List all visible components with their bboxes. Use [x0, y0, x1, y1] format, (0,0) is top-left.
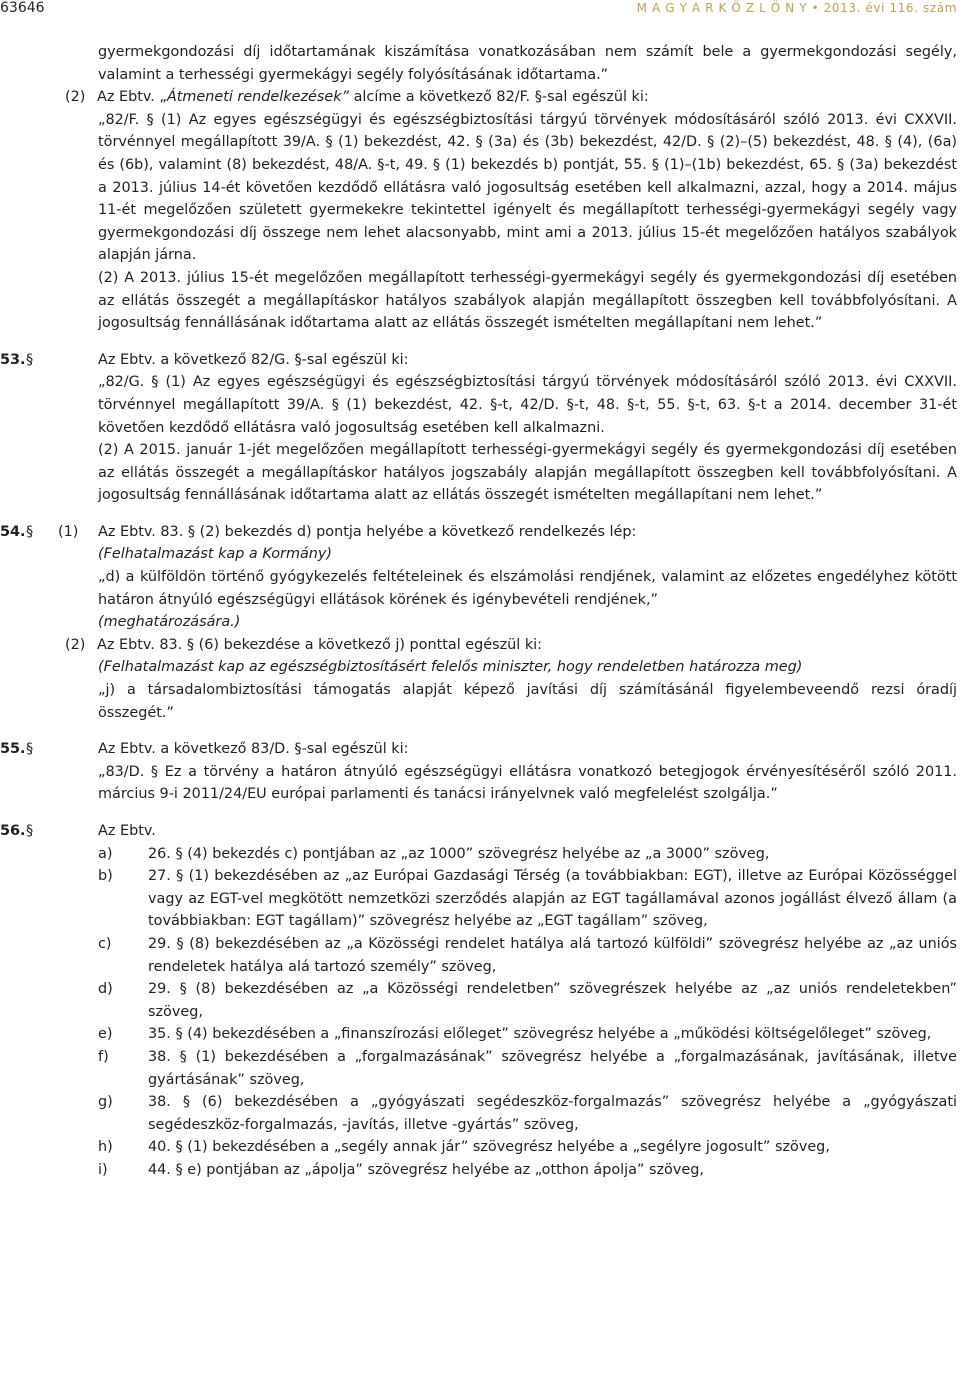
item-letter: d): [98, 981, 113, 998]
section-intro: Az Ebtv.: [98, 823, 156, 839]
item-letter: h): [98, 1139, 113, 1156]
subsection-intro: Az Ebtv. 83. § (6) bekezdése a következő j) ponttal egészül ki:: [97, 636, 543, 653]
item-text: 26. § (4) bekezdés c) pontjában az „az 1000” szövegrész helyébe az „a 3000” szöveg,: [148, 845, 770, 862]
section-mark: §: [26, 741, 34, 758]
s54-subsection-2: [0, 634, 960, 657]
s56-item-d: [0, 978, 960, 1023]
item-letter: g): [98, 1094, 113, 1111]
item-text: 29. § (8) bekezdésében az „a Közösségi rendeletben” szövegrészek helyébe az „az uniós rendeletekben” szöveg,: [148, 981, 957, 1020]
item-letter: f): [98, 1048, 109, 1065]
s56-item-c: [0, 933, 960, 978]
section-number: 56.: [0, 823, 26, 839]
document-body: [0, 41, 960, 1182]
s54-point-j: „j) a társadalombiztosítási támogatás alapját képező javítási díj számításánál figyelembeveendő rezsi óradíj összegét.”: [98, 682, 957, 721]
s56-item-i: [0, 1159, 960, 1182]
subsection-intro: Az Ebtv. 83. § (2) bekezdés d) pontja helyébe a következő rendelkezés lép:: [98, 523, 637, 540]
section-number: 53.: [0, 351, 26, 368]
s54-authorization-italic-1: (Felhatalmazást kap a Kormány): [98, 546, 333, 563]
s82f-paragraph-2: (2) A 2013. július 15-ét megelőzően megállapított terhességi-gyermekágyi segély és gyermekgondozási díj esetében az ellátás összegét a megállapításkor hatályos szabályok alapján megállapított összegben kell továbbfolyósítani. A jogosultság fennállásának időtartama alatt az ellátás összegét ismételten megállapítani nem lehet.”: [98, 269, 957, 332]
item-text: 27. § (1) bekezdésében az „az Európai Gazdasági Térség (a továbbiakban: EGT), illetve az Európai Közösséggel vagy az EGT-vel megkötött nemzetközi szerződés alapján az EGT tagállamával azonos jogállást élvező állam (a továbbiakban: EGT tagállam)” szövegrész helyébe az „EGT tagállam” szöveg,: [148, 868, 957, 930]
s82g-paragraph-2: (2) A 2015. január 1-jét megelőzően megállapított terhességi-gyermekágyi segély és gyermekgondozási díj esetében az ellátás összegét a megállapításkor hatályos jogszabály alapján megállapított összegben kell továbbfolyósítani. A jogosultság fennállásának időtartama alatt az ellátás összegét ismételten megállapítani nem lehet.”: [98, 442, 957, 504]
s56-item-f: [0, 1046, 960, 1091]
item-letter: b): [98, 868, 113, 885]
section-mark: §: [26, 523, 34, 540]
item-letter: a): [98, 845, 113, 862]
s56-item-e: [0, 1023, 960, 1046]
subsection-text-pre: Az Ebtv. „: [97, 89, 167, 106]
section-intro: Az Ebtv. a következő 83/D. §-sal egészül ki:: [98, 741, 409, 758]
s82g-paragraph-1: „82/G. § (1) Az egyes egészségügyi és egészségbiztosítási tárgyú törvények módosításáról szóló 2013. évi CXXVII. törvénnyel megállapított 39/A. § (1) bekezdést, 42. §-t, 42/D. §-t, 48. §-t, 55. §-t, 63. §-t a 2014. december 31-ét követően kezdődő ellátásra való jogosultság esetében kell alkalmazni.: [98, 374, 957, 436]
item-text: 38. § (6) bekezdésében a „gyógyászati segédeszköz-forgalmazás” szövegrész helyébe a „gyógyászati segédeszköz-forgalmazás, -javítás, illetve -gyártás” szöveg,: [148, 1094, 957, 1133]
s56-item-g: [0, 1091, 960, 1136]
subsection-title-italic: Átmeneti rendelkezések”: [166, 89, 350, 106]
item-letter: i): [98, 1161, 108, 1178]
item-text: 35. § (4) bekezdésében a „finanszírozási előleget” szövegrész helyébe a „működési költségelőleget” szöveg,: [148, 1026, 932, 1043]
subsection-label: (2): [65, 636, 86, 653]
item-text: 44. § e) pontjában az „ápolja” szövegrész helyébe az „otthon ápolja” szöveg,: [148, 1161, 704, 1178]
section-mark: §: [26, 823, 34, 839]
s54-authorization-italic-2: (Felhatalmazást kap az egészségbiztosításért felelős miniszter, hogy rendeletben határozza meg): [98, 659, 803, 676]
section-intro: Az Ebtv. a következő 82/G. §-sal egészül ki:: [98, 351, 409, 368]
s54-closing-italic: (meghatározására.): [98, 614, 241, 631]
subsection-label: (2): [65, 89, 86, 106]
item-letter: c): [98, 935, 112, 952]
s54-point-d: „d) a külföldön történő gyógykezelés feltételeinek és elszámolási rendjének, valamint az előzetes engedélyhez kötött határon átnyúló egészségügyi ellátások körének és igénybevételi rendjének,”: [98, 569, 957, 608]
running-head: M A G Y A R K Ö Z L Ö N Y • 2013. évi 116. szám: [636, 1, 957, 15]
section-number: 55.: [0, 741, 26, 758]
item-text: 40. § (1) bekezdésében a „segély annak jár” szövegrész helyébe a „segélyre jogosult” szöveg,: [148, 1139, 830, 1156]
item-text: 29. § (8) bekezdésében az „a Közösségi rendelet hatálya alá tartozó külföldi” szövegrész helyébe az „az uniós rendeletek hatálya alá tartozó személy” szöveg,: [148, 935, 957, 975]
subsection-text: [97, 86, 960, 109]
s56-item-a: [0, 843, 960, 866]
page-number: 63646: [0, 0, 45, 16]
s56-item-b: [0, 865, 960, 933]
s82f-paragraph-1: „82/F. § (1) Az egyes egészségügyi és egészségbiztosítási tárgyú törvények módosításáról szóló 2013. évi CXXVII. törvénnyel megállapított 39/A. § (1) bekezdést, 42. § (3a) és (3b) bekezdést, 42/D. § (2)–(5) bekezdést, 48. § (4), (6a) és (6b), valamint (8) bekezdést, 48/A. §-t, 49. § (1) bekezdés b) pontját, 55. § (1)–(1b) bekezdést, 65. § (3a) bekezdést a 2013. július 14-ét követően kezdődő ellátásra való jogosultság esetében kell alkalmazni, azzal, hogy a 2014. május 11-ét megelőzően született gyermekekre tekintettel igényelt és megállapított terhességi-gyermekágyi segély vagy gyermekgondozási díj összege nem lehet alacsonyabb, mint ami a 2013. július 15-ét megelőzően hatályos szabályok alapján járna.: [98, 111, 957, 264]
section-number: 54.: [0, 523, 26, 540]
item-letter: e): [98, 1026, 113, 1043]
s56-item-h: [0, 1136, 960, 1159]
page-header: [0, 0, 960, 22]
section-53: [0, 349, 960, 372]
item-text: 38. § (1) bekezdésében a „forgalmazásának” szövegrész helyébe a „forgalmazásának, javításának, illetve gyártásának” szöveg,: [148, 1048, 957, 1088]
subsection-label: (1): [58, 523, 79, 540]
section-55: [0, 738, 960, 761]
s52-continuation-paragraph: gyermekgondozási díj időtartamának kiszámítása vonatkozásában nem számít bele a gyermekgondozási segély, valamint a terhességi gyermekágyi segély folyósításának időtartama.”: [98, 44, 957, 83]
section-54: [0, 521, 960, 544]
s52-subsection-2: [0, 86, 960, 109]
s83d-paragraph: „83/D. § Ez a törvény a határon átnyúló egészségügyi ellátásra vonatkozó betegjogok érvényesítéséről szóló 2011. március 9-i 2011/24/EU európai parlamenti és tanácsi irányelvnek való megfelelést szolgálja.”: [98, 763, 957, 803]
section-mark: §: [26, 351, 34, 368]
section-56: [0, 820, 960, 843]
subsection-text-post: alcíme a következő 82/F. §-sal egészül ki:: [349, 89, 649, 106]
